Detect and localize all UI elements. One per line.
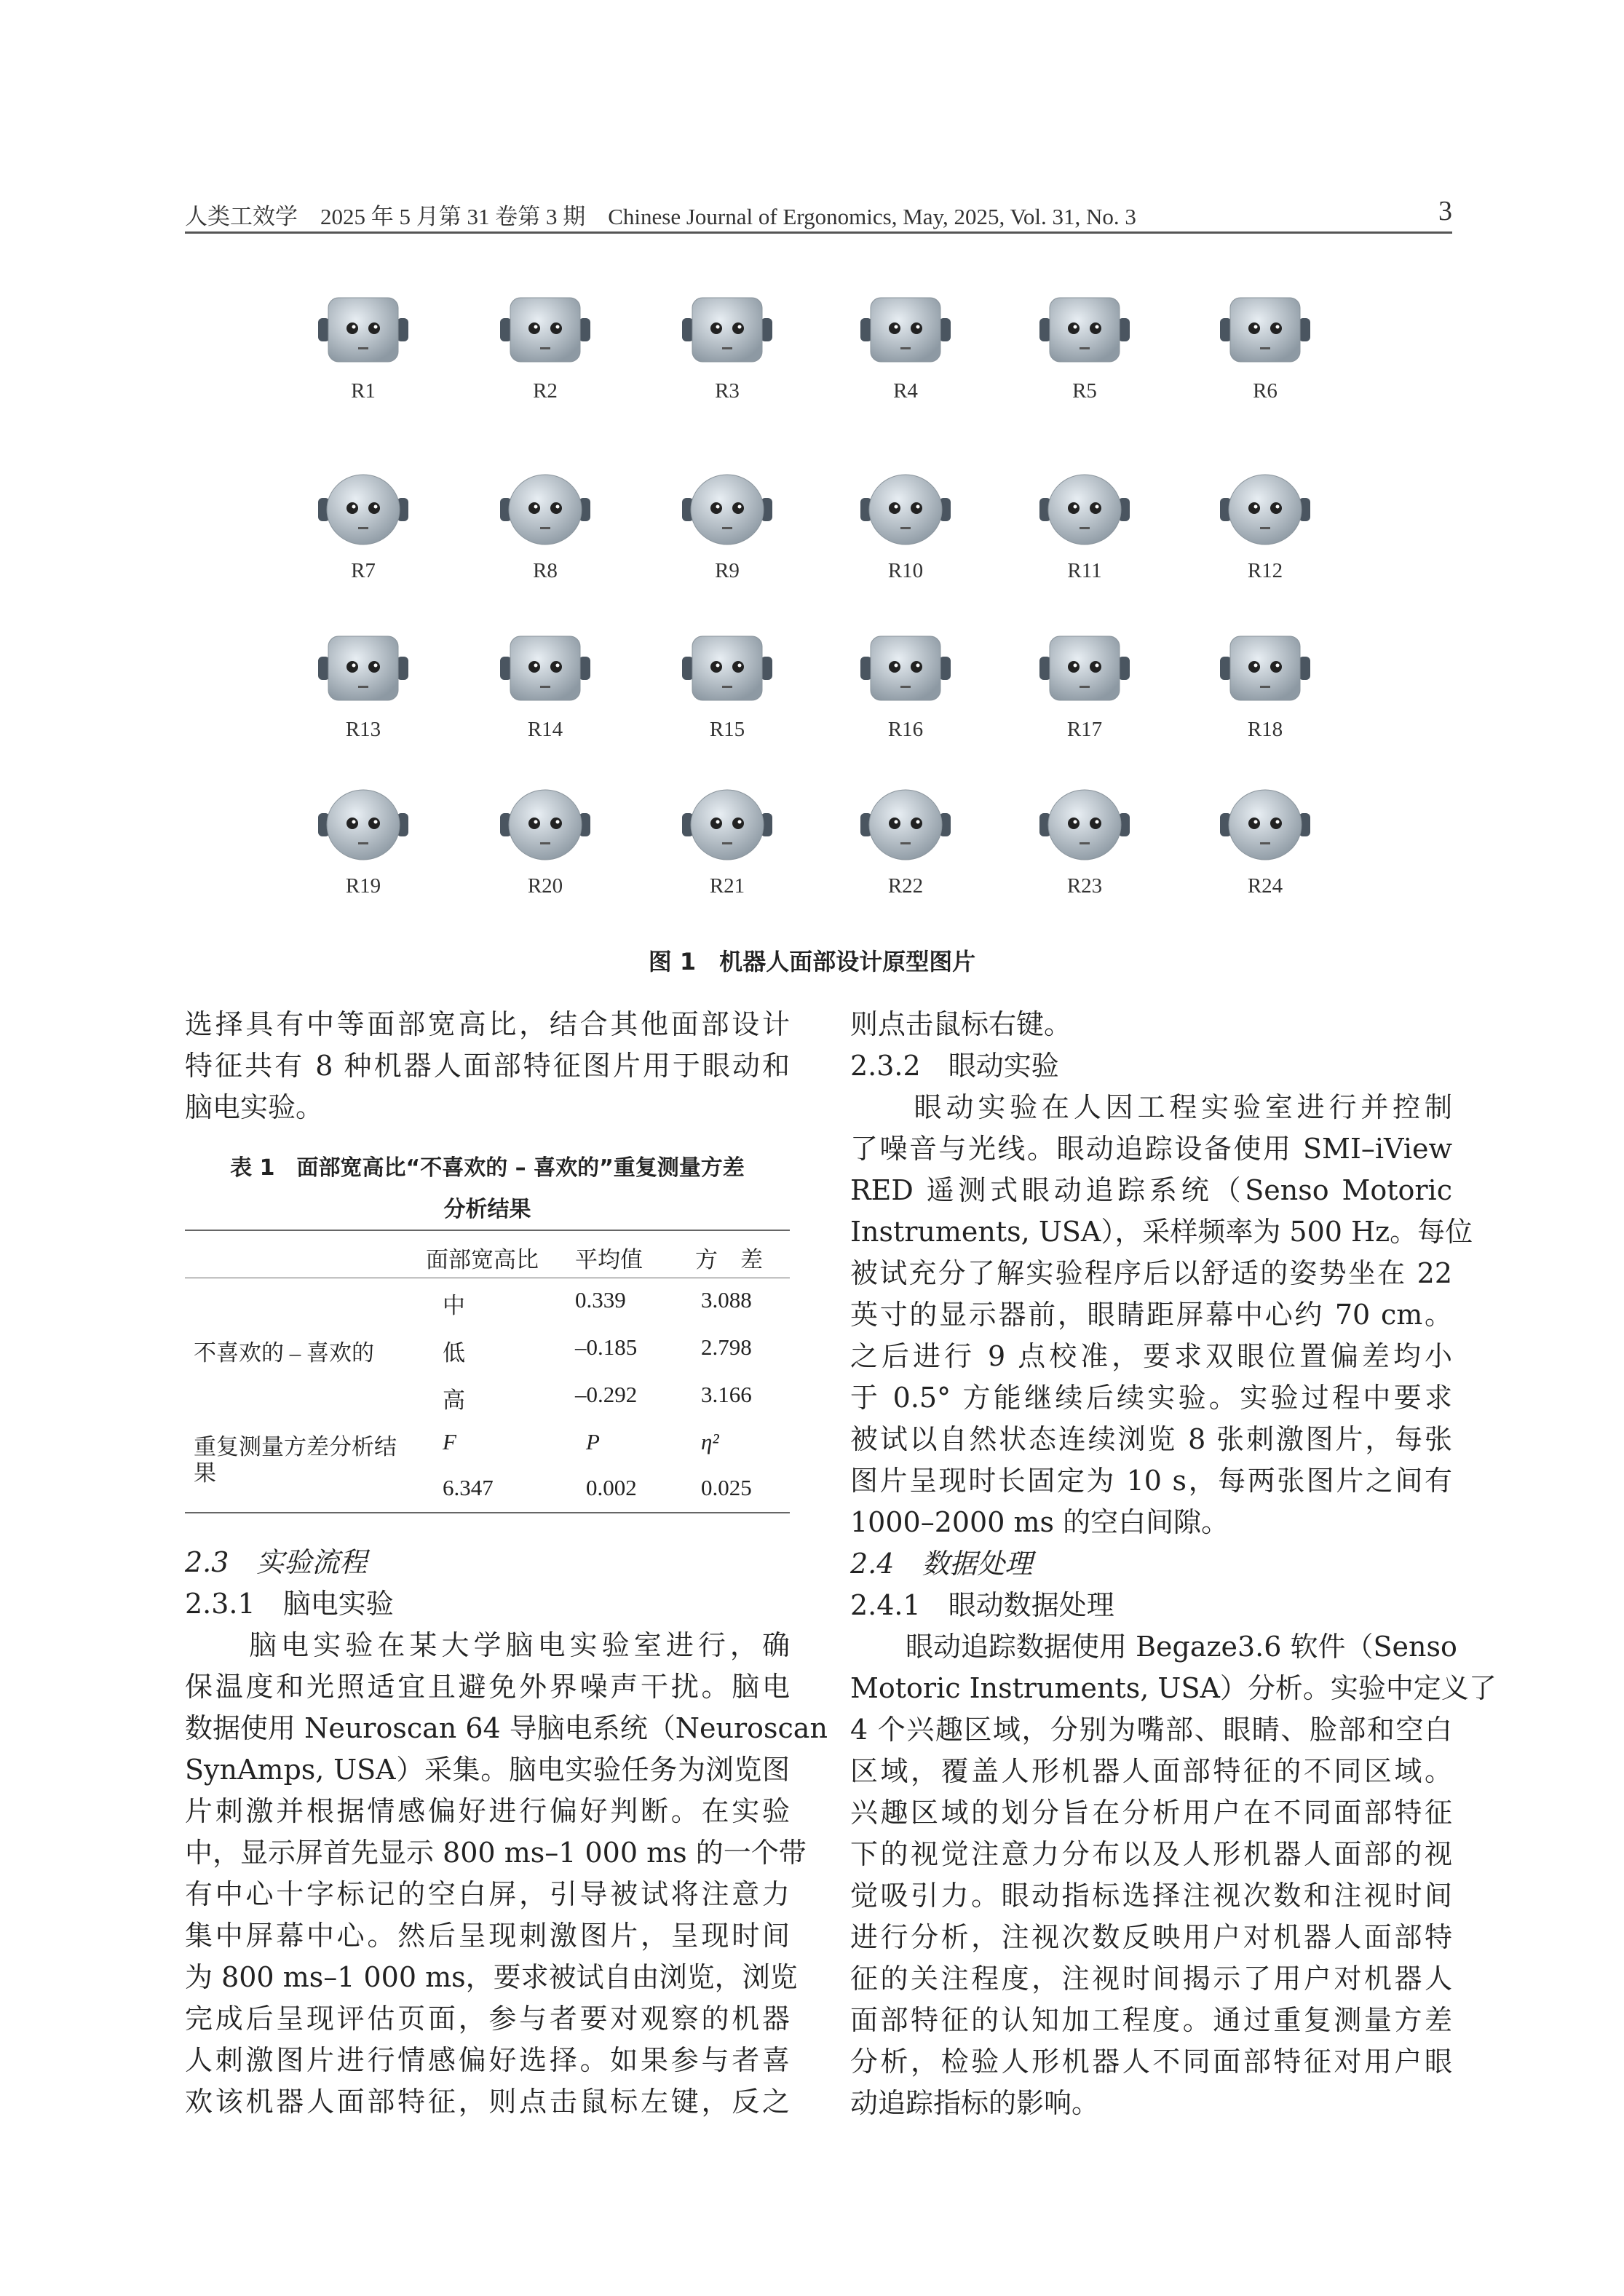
paragraph-line: 眼动追踪数据使用 Begaze3.6 软件（Senso <box>850 1631 1457 1663</box>
paragraph-line: 于 0.5° 方能继续后续实验。实验过程中要求 <box>850 1382 1452 1414</box>
robot-face <box>1207 467 1323 583</box>
paragraph-line: 之后进行 9 点校准，要求双眼位置偏差均小 <box>850 1340 1452 1372</box>
robot-label: R2 <box>533 379 558 403</box>
robot-head-icon <box>494 467 596 555</box>
paragraph-line: 下的视觉注意力分布以及人形机器人面部的视 <box>850 1838 1452 1870</box>
robot-label: R23 <box>1066 874 1103 898</box>
section-heading: 2.4.1 眼动数据处理 <box>850 1589 1114 1621</box>
robot-face <box>1207 288 1323 403</box>
robot-label: R19 <box>345 874 381 898</box>
paragraph-line: 觉吸引力。眼动指标选择注视次数和注视时间 <box>850 1880 1452 1912</box>
robot-label: R11 <box>1067 559 1102 582</box>
table-header: 方 差 <box>695 1247 763 1272</box>
paragraph-line: SynAmps, USA）采集。脑电实验任务为浏览图 <box>185 1754 790 1786</box>
table-cell-level: 高 <box>443 1388 465 1413</box>
robot-label: R3 <box>715 379 740 403</box>
paragraph-line: 被试充分了解实验程序后以舒适的姿势坐在 22 <box>850 1257 1452 1289</box>
robot-face <box>305 467 421 583</box>
table-cell-variance: 3.166 <box>701 1382 752 1407</box>
paragraph-line: RED 遥测式眼动追踪系统（Senso Motoric <box>850 1174 1452 1206</box>
anova-header-eta: η² <box>701 1429 719 1454</box>
paragraph-line: 动追踪指标的影响。 <box>850 2087 1100 2119</box>
figure-caption: 图 1 机器人面部设计原型图片 <box>648 948 976 975</box>
paragraph-line: 特征共有 8 种机器人面部特征图片用于眼动和 <box>185 1050 790 1082</box>
robot-head-icon <box>676 626 778 713</box>
robot-face <box>847 783 964 898</box>
table-bottom-rule <box>185 1512 790 1513</box>
anova-value-f: 6.347 <box>443 1475 494 1500</box>
header-rule <box>185 231 1452 234</box>
robot-face <box>1026 783 1143 898</box>
paragraph-line: Instruments, USA），采样频率为 500 Hz。每位 <box>850 1216 1473 1248</box>
table-cell-level: 低 <box>443 1340 465 1366</box>
paragraph-line: 征的关注程度，注视时间揭示了用户对机器人 <box>850 1963 1452 1995</box>
section-heading: 2.3.1 脑电实验 <box>185 1588 394 1620</box>
robot-head-icon <box>312 626 414 713</box>
robot-head-icon <box>494 626 596 713</box>
anova-header-p: P <box>586 1429 600 1454</box>
paragraph-line: 则点击鼠标右键。 <box>850 1008 1072 1040</box>
robot-face <box>847 626 964 742</box>
robot-face <box>669 288 785 403</box>
robot-label: R7 <box>351 559 376 582</box>
robot-face <box>487 783 603 898</box>
robot-label: R9 <box>715 559 740 582</box>
paragraph-line: 1000–2000 ms 的空白间隙。 <box>850 1506 1229 1538</box>
left-column-intro <box>185 1004 790 1128</box>
paragraph-line: 进行分析，注视次数反映用户对机器人面部特 <box>850 1921 1452 1953</box>
paragraph-line: Motoric Instruments, USA）分析。实验中定义了 <box>850 1672 1497 1704</box>
robot-label: R13 <box>345 718 381 741</box>
paragraph-line: 脑电实验在某大学脑电实验室进行，确 <box>185 1629 790 1661</box>
robot-head-icon <box>676 467 778 555</box>
table-cell-mean: –0.292 <box>575 1382 638 1407</box>
robot-label: R22 <box>887 874 924 898</box>
running-header <box>185 195 1452 231</box>
robot-head-icon <box>676 783 778 870</box>
paragraph-line: 中，显示屏首先显示 800 ms–1 000 ms 的一个带 <box>185 1837 807 1869</box>
section-heading: 2.4 数据处理 <box>850 1548 1033 1580</box>
group-label: 不喜欢的 – 喜欢的 <box>194 1340 374 1366</box>
robot-label: R12 <box>1247 559 1283 582</box>
robot-face <box>669 626 785 742</box>
robot-label: R4 <box>893 379 918 403</box>
robot-face <box>487 288 603 403</box>
robot-label: R8 <box>533 559 558 582</box>
robot-label: R1 <box>351 379 376 403</box>
table-cell-mean: 0.339 <box>575 1287 626 1313</box>
robot-head-icon <box>1034 783 1136 870</box>
robot-head-icon <box>1034 288 1136 375</box>
paragraph-line: 分析，检验人形机器人不同面部特征对用户眼 <box>850 2046 1452 2078</box>
robot-head-icon <box>312 288 414 375</box>
robot-head-icon <box>1214 626 1316 713</box>
anova-header-f: F <box>443 1429 456 1454</box>
robot-face <box>847 288 964 403</box>
paragraph-line: 了噪音与光线。眼动追踪设备使用 SMI–iView <box>850 1133 1452 1165</box>
section-heading: 2.3.2 眼动实验 <box>850 1050 1059 1082</box>
page-number: 3 <box>1438 196 1452 226</box>
right-column-body <box>850 1004 1497 2124</box>
robot-face <box>487 467 603 583</box>
table-cell-level: 中 <box>443 1293 465 1318</box>
paragraph-line: 选择具有中等面部宽高比，结合其他面部设计 <box>185 1008 790 1040</box>
left-column-body <box>185 1542 828 2123</box>
robot-label: R10 <box>887 559 924 582</box>
table-top-rule <box>185 1230 790 1231</box>
robot-label: R14 <box>527 718 563 741</box>
robot-face <box>1026 467 1143 583</box>
robot-head-icon <box>1214 288 1316 375</box>
robot-face <box>1207 783 1323 898</box>
paragraph-line: 人刺激图片进行情感偏好选择。如果参与者喜 <box>185 2044 790 2076</box>
table-header: 面部宽高比 <box>426 1247 539 1272</box>
robot-head-icon <box>312 783 414 870</box>
paragraph-line: 为 800 ms–1 000 ms，要求被试自由浏览，浏览 <box>185 1961 798 1993</box>
paragraph-line: 保温度和光照适宜且避免外界噪声干扰。脑电 <box>185 1671 790 1703</box>
robot-label: R20 <box>527 874 563 898</box>
paragraph-line: 集中屏幕中心。然后呈现刺激图片，呈现时间 <box>185 1920 790 1952</box>
robot-head-icon <box>855 783 956 870</box>
robot-face <box>305 626 421 742</box>
robot-head-icon <box>676 288 778 375</box>
robot-head-icon <box>855 467 956 555</box>
robot-face <box>669 783 785 898</box>
paragraph-line: 脑电实验。 <box>185 1091 324 1123</box>
robot-face <box>1207 626 1323 742</box>
journal-info: 人类工效学 2025 年 5 月第 31 卷第 3 期 Chinese Journal of Ergonomics, May, 2025, Vol. 31, No. 3 <box>185 204 1136 229</box>
paragraph-line: 图片呈现时长固定为 10 s，每两张图片之间有 <box>850 1465 1452 1497</box>
paragraph-line: 欢该机器人面部特征，则点击鼠标左键，反之 <box>185 2086 790 2118</box>
paragraph-line: 完成后呈现评估页面，参与者要对观察的机器 <box>185 2003 790 2035</box>
paragraph-line: 面部特征的认知加工程度。通过重复测量方差 <box>850 2004 1452 2036</box>
robot-label: R17 <box>1066 718 1103 741</box>
paragraph-line: 4 个兴趣区域，分别为嘴部、眼睛、脸部和空白 <box>850 1714 1452 1746</box>
robot-head-icon <box>494 783 596 870</box>
robot-label: R5 <box>1072 379 1097 403</box>
robot-label: R6 <box>1253 379 1278 403</box>
robot-label: R21 <box>709 874 745 898</box>
robot-label: R18 <box>1247 718 1283 741</box>
robot-head-icon <box>1034 626 1136 713</box>
robot-head-icon <box>1214 467 1316 555</box>
robot-face <box>847 467 964 583</box>
robot-head-icon <box>1034 467 1136 555</box>
paragraph-line: 被试以自然状态连续浏览 8 张刺激图片，每张 <box>850 1423 1452 1455</box>
robot-label: R16 <box>887 718 924 741</box>
robot-face <box>305 783 421 898</box>
table-title-cont: 分析结果 <box>443 1197 531 1222</box>
table-cell-variance: 3.088 <box>701 1287 752 1313</box>
paragraph-line: 片刺激并根据情感偏好进行偏好判断。在实验 <box>185 1795 790 1827</box>
table-header: 平均值 <box>575 1247 643 1272</box>
paragraph-line: 区域，覆盖人形机器人面部特征的不同区域。 <box>850 1755 1452 1787</box>
robot-head-icon <box>855 626 956 713</box>
paragraph-line: 有中心十字标记的空白屏，引导被试将注意力 <box>185 1878 790 1910</box>
robot-head-icon <box>855 288 956 375</box>
table-cell-mean: –0.185 <box>575 1334 638 1360</box>
paragraph-line: 英寸的显示器前，眼睛距屏幕中心约 70 cm。 <box>850 1299 1452 1331</box>
paragraph-line: 眼动实验在人因工程实验室进行并控制 <box>850 1091 1452 1123</box>
robot-face <box>1026 288 1143 403</box>
robot-head-icon <box>1214 783 1316 870</box>
robot-face <box>487 626 603 742</box>
table-cell-variance: 2.798 <box>701 1334 752 1360</box>
table-title: 表 1 面部宽高比“不喜欢的 – 喜欢的”重复测量方差 <box>230 1155 745 1181</box>
robot-face <box>1026 626 1143 742</box>
paragraph-line: 兴趣区域的划分旨在分析用户在不同面部特征 <box>850 1797 1452 1829</box>
anova-label: 重复测量方差分析结果 <box>194 1434 397 1486</box>
robot-face <box>669 467 785 583</box>
robot-label: R24 <box>1247 874 1283 898</box>
robot-label: R15 <box>709 718 745 741</box>
robot-face <box>305 288 421 403</box>
section-heading: 2.3 实验流程 <box>185 1546 368 1578</box>
paragraph-line: 数据使用 Neuroscan 64 导脑电系统（Neuroscan <box>185 1712 828 1744</box>
anova-value-p: 0.002 <box>586 1475 637 1500</box>
robot-head-icon <box>312 467 414 555</box>
robot-head-icon <box>494 288 596 375</box>
anova-value-eta: 0.025 <box>701 1475 752 1500</box>
